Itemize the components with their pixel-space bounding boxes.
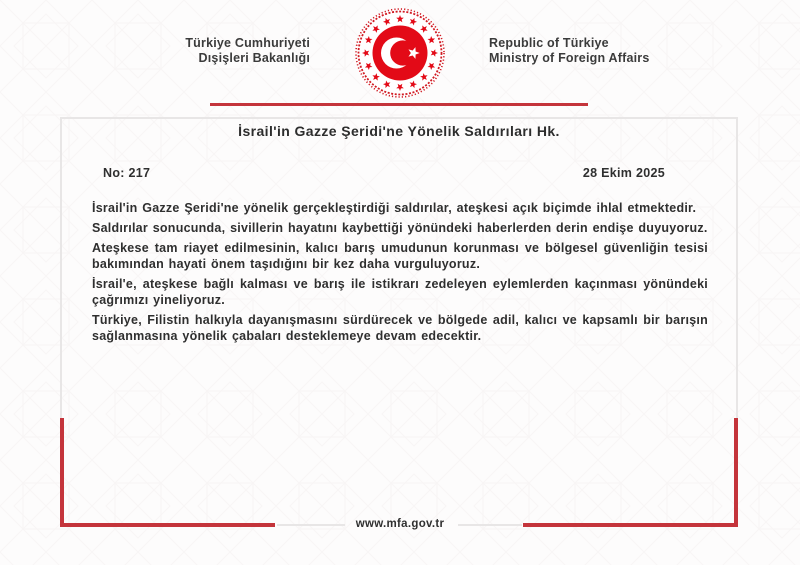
org-en-line2: Ministry of Foreign Affairs — [489, 51, 650, 65]
frame-border-left-red — [60, 418, 64, 527]
website-link[interactable]: www.mfa.gov.tr — [355, 518, 445, 530]
body-paragraph: İsrail'e, ateşkese bağlı kalması ve barış ile istikrarı zedeleyen eylemlerden kaçınması yönündeki çağrımızı yineliyoruz. — [92, 277, 708, 307]
release-date: 28 Ekim 2025 — [582, 166, 665, 180]
org-tr-line2: Dışişleri Bakanlığı — [198, 51, 310, 65]
frame-border-bottom-red-left — [60, 523, 275, 527]
org-name-english — [489, 36, 709, 66]
frame-border-right-red — [734, 418, 738, 527]
body-paragraph: Ateşkese tam riayet edilmesinin, kalıcı barış umudunun korunması ve bölgesel güvenliğin tesisi bakımından hayati önem taşıdığını bir kez daha vurguluyoruz. — [92, 241, 708, 271]
top-accent-line — [210, 103, 588, 106]
release-number: No: 217 — [103, 166, 151, 180]
turkiye-mfa-emblem-icon — [352, 5, 448, 101]
org-name-turkish — [110, 36, 310, 66]
body-paragraphs — [92, 200, 708, 348]
body-paragraph: Türkiye, Filistin halkıyla dayanışmasını sürdürecek ve bölgede adil, kalıcı ve kapsamlı bir barışın sağlanmasına yönelik çabaları desteklemeye devam edecektir. — [92, 313, 708, 343]
body-paragraph: Saldırılar sonucunda, sivillerin hayatını kaybettiği yönündeki haberlerden derin endişe duyuyoruz. — [92, 221, 708, 235]
body-paragraph: İsrail'in Gazze Şeridi'ne yönelik gerçekleştirdiği saldırılar, ateşkesi açık biçimde ihlal etmektedir. — [92, 201, 697, 215]
frame-border-left-gray — [60, 117, 62, 418]
frame-border-right-gray — [736, 117, 738, 418]
frame-border-top — [60, 117, 738, 119]
frame-border-bottom-red-right — [523, 523, 738, 527]
org-en-line1: Republic of Türkiye — [489, 36, 609, 50]
org-tr-line1: Türkiye Cumhuriyeti — [185, 36, 310, 50]
page-title: İsrail'in Gazze Şeridi'ne Yönelik Saldırıları Hk. — [238, 123, 560, 139]
